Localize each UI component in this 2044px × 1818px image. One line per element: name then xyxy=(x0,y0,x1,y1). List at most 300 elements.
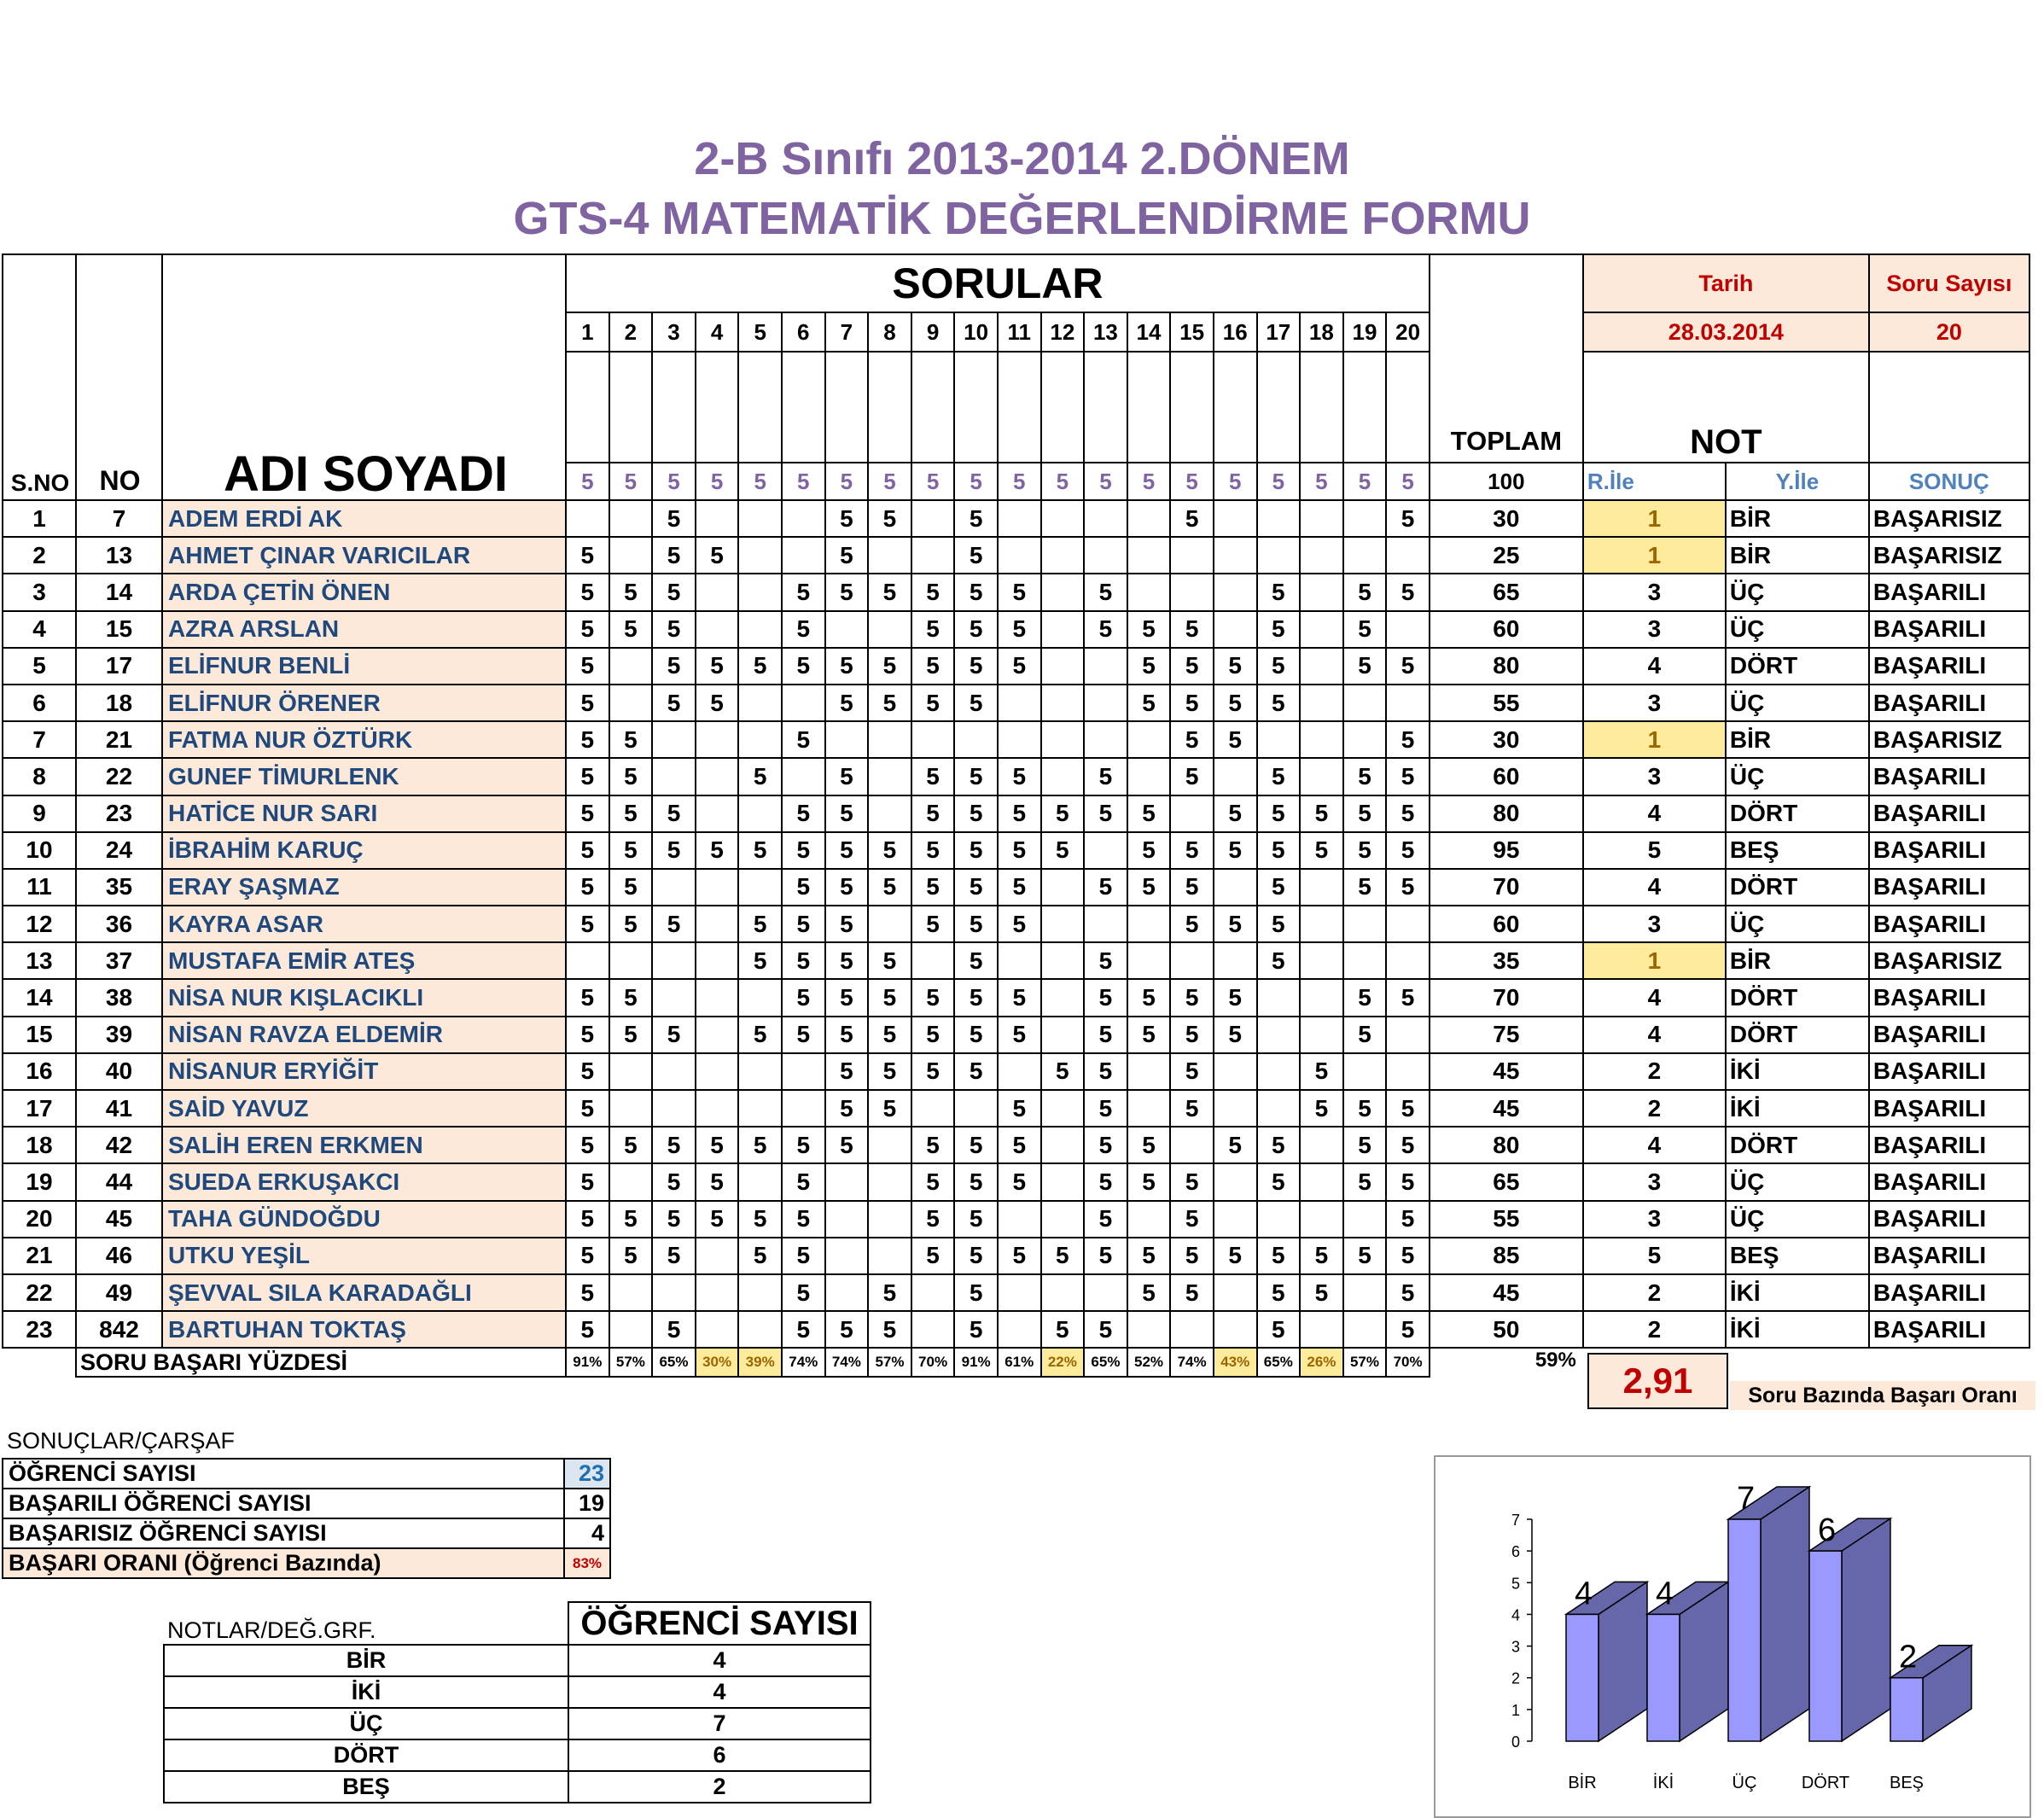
student-score xyxy=(1041,869,1085,906)
student-score xyxy=(1343,1311,1387,1348)
student-score xyxy=(1214,1274,1257,1311)
student-score xyxy=(738,500,782,537)
student-score xyxy=(998,1311,1041,1348)
grades-row xyxy=(164,1771,871,1803)
student-score: 5 xyxy=(696,685,739,721)
student-score: 5 xyxy=(652,1017,696,1053)
student-score xyxy=(1127,1311,1171,1348)
student-score xyxy=(1300,942,1343,979)
student-score xyxy=(1041,574,1085,610)
student-row xyxy=(3,795,2029,832)
student-score: 5 xyxy=(868,574,911,610)
student-score: 5 xyxy=(825,574,869,610)
y-tick-label: 4 xyxy=(1511,1606,1520,1624)
student-score xyxy=(1300,611,1343,648)
student-score xyxy=(868,758,911,795)
student-score: 5 xyxy=(609,1238,653,1274)
student-score xyxy=(696,611,739,648)
student-grade: 2 xyxy=(1583,1311,1726,1348)
student-score xyxy=(609,1090,653,1127)
student-grade: 3 xyxy=(1583,574,1726,610)
question-points: 5 xyxy=(609,463,653,500)
student-score xyxy=(1343,1201,1387,1238)
student-score: 5 xyxy=(911,574,955,610)
grade-name: BEŞ xyxy=(164,1771,568,1803)
student-name: TAHA GÜNDOĞDU xyxy=(162,1201,566,1238)
sno-header: S.NO xyxy=(10,469,70,496)
student-score: 5 xyxy=(1386,648,1430,685)
summary-label: BAŞARISIZ ÖĞRENCİ SAYISI xyxy=(3,1518,564,1548)
student-score xyxy=(609,1163,653,1200)
student-score: 5 xyxy=(825,906,869,942)
student-score: 5 xyxy=(1386,1163,1430,1200)
student-score: 5 xyxy=(1127,869,1171,906)
question-number: 6 xyxy=(782,312,825,352)
student-score: 5 xyxy=(566,795,609,832)
student-name: AZRA ARSLAN xyxy=(162,611,566,648)
student-total: 45 xyxy=(1430,1090,1583,1127)
student-score xyxy=(609,1311,653,1348)
student-score: 5 xyxy=(1084,795,1127,832)
grades-header: ÖĞRENCİ SAYISI xyxy=(568,1602,871,1645)
student-score xyxy=(1214,758,1257,795)
student-score xyxy=(1127,906,1171,942)
student-score xyxy=(1214,1163,1257,1200)
student-score: 5 xyxy=(696,1163,739,1200)
student-score: 5 xyxy=(1343,1090,1387,1127)
student-score: 5 xyxy=(1300,1238,1343,1274)
student-score: 5 xyxy=(1214,648,1257,685)
student-score xyxy=(1041,500,1085,537)
student-grade-word: İKİ xyxy=(1726,1311,1869,1348)
question-number: 12 xyxy=(1041,312,1085,352)
question-number: 3 xyxy=(652,312,696,352)
question-points: 5 xyxy=(911,463,955,500)
student-score: 5 xyxy=(1127,648,1171,685)
student-score: 5 xyxy=(1214,1238,1257,1274)
student-score xyxy=(1041,979,1085,1016)
student-total: 60 xyxy=(1430,611,1583,648)
student-score xyxy=(1300,648,1343,685)
student-row xyxy=(3,906,2029,942)
student-score: 5 xyxy=(609,758,653,795)
student-score: 5 xyxy=(1170,1163,1214,1200)
student-score: 5 xyxy=(1257,758,1301,795)
student-score: 5 xyxy=(652,1311,696,1348)
student-total: 55 xyxy=(1430,685,1583,721)
student-score xyxy=(1041,1090,1085,1127)
student-score xyxy=(1041,1201,1085,1238)
student-score: 5 xyxy=(1386,1311,1430,1348)
name-header: ADI SOYADI xyxy=(223,446,509,502)
student-score xyxy=(998,942,1041,979)
toplam-header: TOPLAM xyxy=(1430,254,1583,463)
student-score xyxy=(998,500,1041,537)
student-score xyxy=(1300,500,1343,537)
student-score: 5 xyxy=(1170,1017,1214,1053)
student-score xyxy=(825,721,869,758)
student-no: 44 xyxy=(76,1163,162,1200)
student-grade-word: DÖRT xyxy=(1726,1017,1869,1053)
student-score xyxy=(696,1017,739,1053)
student-score: 5 xyxy=(652,574,696,610)
student-score: 5 xyxy=(1041,1053,1085,1090)
student-no: 45 xyxy=(76,1201,162,1238)
student-score: 5 xyxy=(1170,758,1214,795)
student-total: 60 xyxy=(1430,906,1583,942)
student-score: 5 xyxy=(1084,1201,1127,1238)
student-score: 5 xyxy=(738,942,782,979)
title-line1: 2-B Sınıfı 2013-2014 2.DÖNEM xyxy=(694,133,1350,184)
student-no: 39 xyxy=(76,1017,162,1053)
student-no: 22 xyxy=(76,758,162,795)
summary-value: 4 xyxy=(564,1518,610,1548)
student-row xyxy=(3,1163,2029,1200)
student-sno: 12 xyxy=(3,906,76,942)
student-score xyxy=(1214,1311,1257,1348)
student-score: 5 xyxy=(825,1017,869,1053)
student-score: 5 xyxy=(1257,1311,1301,1348)
question-number: 9 xyxy=(911,312,955,352)
student-score xyxy=(1170,795,1214,832)
question-points: 5 xyxy=(1386,463,1430,500)
question-blank xyxy=(1084,352,1127,463)
student-score xyxy=(1170,537,1214,574)
student-score xyxy=(652,869,696,906)
student-score: 5 xyxy=(1214,721,1257,758)
student-score: 5 xyxy=(609,979,653,1016)
student-score: 5 xyxy=(1041,795,1085,832)
student-score: 5 xyxy=(868,500,911,537)
bar xyxy=(1728,1519,1761,1741)
student-no: 7 xyxy=(76,500,162,537)
student-grade-word: İKİ xyxy=(1726,1274,1869,1311)
student-score: 5 xyxy=(998,1127,1041,1163)
student-grade-word: DÖRT xyxy=(1726,869,1869,906)
student-score xyxy=(696,869,739,906)
student-sno: 18 xyxy=(3,1127,76,1163)
student-score xyxy=(738,685,782,721)
student-score: 5 xyxy=(1170,1053,1214,1090)
student-score xyxy=(1214,1053,1257,1090)
student-score xyxy=(738,721,782,758)
student-score xyxy=(609,1274,653,1311)
student-score: 5 xyxy=(1343,611,1387,648)
tarih-value: 28.03.2014 xyxy=(1583,312,1869,352)
summary-value: 19 xyxy=(564,1489,610,1518)
question-success-percent: 57% xyxy=(609,1348,653,1377)
student-result: BAŞARILI xyxy=(1869,795,2029,832)
student-score: 5 xyxy=(911,1127,955,1163)
bar xyxy=(1809,1551,1842,1741)
student-score: 5 xyxy=(1343,1163,1387,1200)
question-number: 7 xyxy=(825,312,869,352)
student-name: BARTUHAN TOKTAŞ xyxy=(162,1311,566,1348)
student-total: 25 xyxy=(1430,537,1583,574)
question-points: 5 xyxy=(652,463,696,500)
student-score: 5 xyxy=(1084,1090,1127,1127)
student-score: 5 xyxy=(782,795,825,832)
student-score: 5 xyxy=(1127,832,1171,869)
student-score: 5 xyxy=(609,1201,653,1238)
student-row xyxy=(3,721,2029,758)
student-score xyxy=(1386,685,1430,721)
student-no: 46 xyxy=(76,1238,162,1274)
student-row xyxy=(3,500,2029,537)
student-score: 5 xyxy=(1170,721,1214,758)
student-result: BAŞARISIZ xyxy=(1869,537,2029,574)
student-score xyxy=(1214,1090,1257,1127)
question-blank xyxy=(652,352,696,463)
student-grade: 3 xyxy=(1583,906,1726,942)
student-score: 5 xyxy=(911,758,955,795)
student-result: BAŞARILI xyxy=(1869,1238,2029,1274)
student-score: 5 xyxy=(1170,1201,1214,1238)
student-score xyxy=(1300,685,1343,721)
question-points: 5 xyxy=(566,463,609,500)
student-score: 5 xyxy=(954,1163,998,1200)
student-score: 5 xyxy=(566,906,609,942)
question-number: 16 xyxy=(1214,312,1257,352)
student-score: 5 xyxy=(911,869,955,906)
student-score: 5 xyxy=(652,1127,696,1163)
student-score: 5 xyxy=(566,685,609,721)
student-score: 5 xyxy=(1170,1274,1214,1311)
student-name: NİSANUR ERYİĞİT xyxy=(162,1053,566,1090)
student-result: BAŞARILI xyxy=(1869,1017,2029,1053)
student-no: 23 xyxy=(76,795,162,832)
student-score xyxy=(1084,648,1127,685)
student-grade: 2 xyxy=(1583,1274,1726,1311)
student-name: ELİFNUR BENLİ xyxy=(162,648,566,685)
student-score xyxy=(1214,500,1257,537)
question-points: 5 xyxy=(868,463,911,500)
student-score: 5 xyxy=(1214,685,1257,721)
student-score: 5 xyxy=(954,869,998,906)
question-blank xyxy=(782,352,825,463)
student-score: 5 xyxy=(566,1017,609,1053)
summary-row xyxy=(3,1459,610,1489)
student-sno: 3 xyxy=(3,574,76,610)
student-score: 5 xyxy=(1257,942,1301,979)
student-score: 5 xyxy=(1170,832,1214,869)
student-score xyxy=(1214,942,1257,979)
student-score xyxy=(1343,685,1387,721)
student-score xyxy=(1300,979,1343,1016)
student-score xyxy=(566,942,609,979)
y-tick-label: 2 xyxy=(1511,1669,1520,1687)
average-grade: 2,91 xyxy=(1587,1353,1728,1409)
student-score: 5 xyxy=(1214,1017,1257,1053)
student-score xyxy=(1127,942,1171,979)
student-grade-word: BEŞ xyxy=(1726,832,1869,869)
student-score: 5 xyxy=(954,648,998,685)
question-number: 11 xyxy=(998,312,1041,352)
student-score: 5 xyxy=(1084,1053,1127,1090)
student-sno: 7 xyxy=(3,721,76,758)
student-score xyxy=(1300,1127,1343,1163)
student-score xyxy=(1127,574,1171,610)
student-grade: 4 xyxy=(1583,1017,1726,1053)
student-result: BAŞARILI xyxy=(1869,1053,2029,1090)
evaluation-table xyxy=(2,253,2030,1378)
student-score: 5 xyxy=(1343,758,1387,795)
student-score xyxy=(911,1090,955,1127)
student-score: 5 xyxy=(1170,979,1214,1016)
student-score: 5 xyxy=(1170,1090,1214,1127)
student-score: 5 xyxy=(609,869,653,906)
y-ile-header: Y.İle xyxy=(1726,463,1869,500)
student-sno: 9 xyxy=(3,795,76,832)
student-score: 5 xyxy=(1127,1274,1171,1311)
grade-count: 7 xyxy=(568,1708,871,1739)
student-sno: 5 xyxy=(3,648,76,685)
student-score xyxy=(1257,979,1301,1016)
student-score xyxy=(1084,537,1127,574)
student-score xyxy=(868,1238,911,1274)
student-result: BAŞARILI xyxy=(1869,685,2029,721)
student-score: 5 xyxy=(782,832,825,869)
student-score xyxy=(1170,1127,1214,1163)
question-number: 4 xyxy=(696,312,739,352)
student-score xyxy=(652,979,696,1016)
student-score xyxy=(696,758,739,795)
student-score: 5 xyxy=(782,1311,825,1348)
student-row xyxy=(3,979,2029,1016)
student-score: 5 xyxy=(825,537,869,574)
student-total: 45 xyxy=(1430,1274,1583,1311)
student-score xyxy=(1300,758,1343,795)
student-name: ERAY ŞAŞMAZ xyxy=(162,869,566,906)
student-grade: 4 xyxy=(1583,1127,1726,1163)
student-grade: 2 xyxy=(1583,1090,1726,1127)
student-score: 5 xyxy=(782,1127,825,1163)
student-score: 5 xyxy=(868,942,911,979)
student-score xyxy=(1127,758,1171,795)
student-score: 5 xyxy=(652,500,696,537)
question-success-percent: 65% xyxy=(1084,1348,1127,1377)
student-score: 5 xyxy=(954,832,998,869)
student-score: 5 xyxy=(1386,1201,1430,1238)
student-score xyxy=(782,537,825,574)
category-label: ÜÇ xyxy=(1732,1774,1757,1792)
student-score: 5 xyxy=(825,832,869,869)
student-score: 5 xyxy=(1386,574,1430,610)
student-score xyxy=(1127,1090,1171,1127)
student-score xyxy=(782,1090,825,1127)
student-sno: 22 xyxy=(3,1274,76,1311)
student-score xyxy=(868,721,911,758)
student-score xyxy=(911,1274,955,1311)
question-points: 5 xyxy=(1127,463,1171,500)
student-score: 5 xyxy=(954,795,998,832)
y-tick-label: 3 xyxy=(1511,1638,1520,1656)
student-score: 5 xyxy=(825,758,869,795)
summary-label: BAŞARILI ÖĞRENCİ SAYISI xyxy=(3,1489,564,1518)
question-success-percent: 65% xyxy=(1257,1348,1301,1377)
soru-sayisi-label: Soru Sayısı xyxy=(1869,254,2029,312)
question-blank xyxy=(954,352,998,463)
student-grade-word: DÖRT xyxy=(1726,979,1869,1016)
student-score xyxy=(1041,758,1085,795)
question-success-percent: 57% xyxy=(1343,1348,1387,1377)
summary-row xyxy=(3,1489,610,1518)
student-grade-word: DÖRT xyxy=(1726,795,1869,832)
student-score xyxy=(609,685,653,721)
student-score: 5 xyxy=(1343,574,1387,610)
y-tick-label: 5 xyxy=(1511,1575,1520,1593)
question-blank xyxy=(1257,352,1301,463)
student-score: 5 xyxy=(1343,648,1387,685)
student-no: 14 xyxy=(76,574,162,610)
student-total: 70 xyxy=(1430,979,1583,1016)
sonuc-header-area xyxy=(1869,352,2029,463)
student-score: 5 xyxy=(782,906,825,942)
student-score: 5 xyxy=(868,1090,911,1127)
question-success-percent: 43% xyxy=(1214,1348,1257,1377)
student-score: 5 xyxy=(954,1274,998,1311)
student-sno: 21 xyxy=(3,1238,76,1274)
student-score: 5 xyxy=(1127,1017,1171,1053)
student-score xyxy=(1300,1201,1343,1238)
student-score: 5 xyxy=(782,869,825,906)
student-score xyxy=(1041,942,1085,979)
student-score xyxy=(738,611,782,648)
student-score: 5 xyxy=(652,537,696,574)
question-points: 5 xyxy=(696,463,739,500)
student-name: NİSA NUR KIŞLACIKLI xyxy=(162,979,566,1016)
student-row xyxy=(3,869,2029,906)
student-score xyxy=(1386,1053,1430,1090)
bar-data-label: 6 xyxy=(1818,1512,1837,1549)
student-score: 5 xyxy=(738,1127,782,1163)
student-score xyxy=(1300,574,1343,610)
summary-value: 83% xyxy=(564,1548,610,1578)
question-points: 5 xyxy=(1170,463,1214,500)
student-score xyxy=(998,1274,1041,1311)
pct-blank3 xyxy=(1726,1348,1869,1377)
category-label: BEŞ xyxy=(1889,1774,1925,1792)
student-score xyxy=(1386,611,1430,648)
student-no: 13 xyxy=(76,537,162,574)
student-score xyxy=(1127,1053,1171,1090)
student-sno: 23 xyxy=(3,1311,76,1348)
student-score: 5 xyxy=(998,869,1041,906)
grades-row xyxy=(164,1708,871,1739)
student-score: 5 xyxy=(1084,1163,1127,1200)
student-score xyxy=(1343,1274,1387,1311)
student-score: 5 xyxy=(1257,1163,1301,1200)
student-result: BAŞARILI xyxy=(1869,758,2029,795)
student-score xyxy=(696,979,739,1016)
student-score xyxy=(609,648,653,685)
r-ile-header: R.İle xyxy=(1583,463,1726,500)
student-score: 5 xyxy=(1257,832,1301,869)
student-total: 35 xyxy=(1430,942,1583,979)
student-score: 5 xyxy=(1257,795,1301,832)
student-score: 5 xyxy=(998,758,1041,795)
student-score xyxy=(738,869,782,906)
student-score: 5 xyxy=(825,942,869,979)
student-score: 5 xyxy=(1084,611,1127,648)
student-row xyxy=(3,537,2029,574)
student-score: 5 xyxy=(868,1053,911,1090)
student-result: BAŞARILI xyxy=(1869,869,2029,906)
question-success-percent: 91% xyxy=(954,1348,998,1377)
question-blank xyxy=(1300,352,1343,463)
student-score: 5 xyxy=(1386,721,1430,758)
question-number: 5 xyxy=(738,312,782,352)
